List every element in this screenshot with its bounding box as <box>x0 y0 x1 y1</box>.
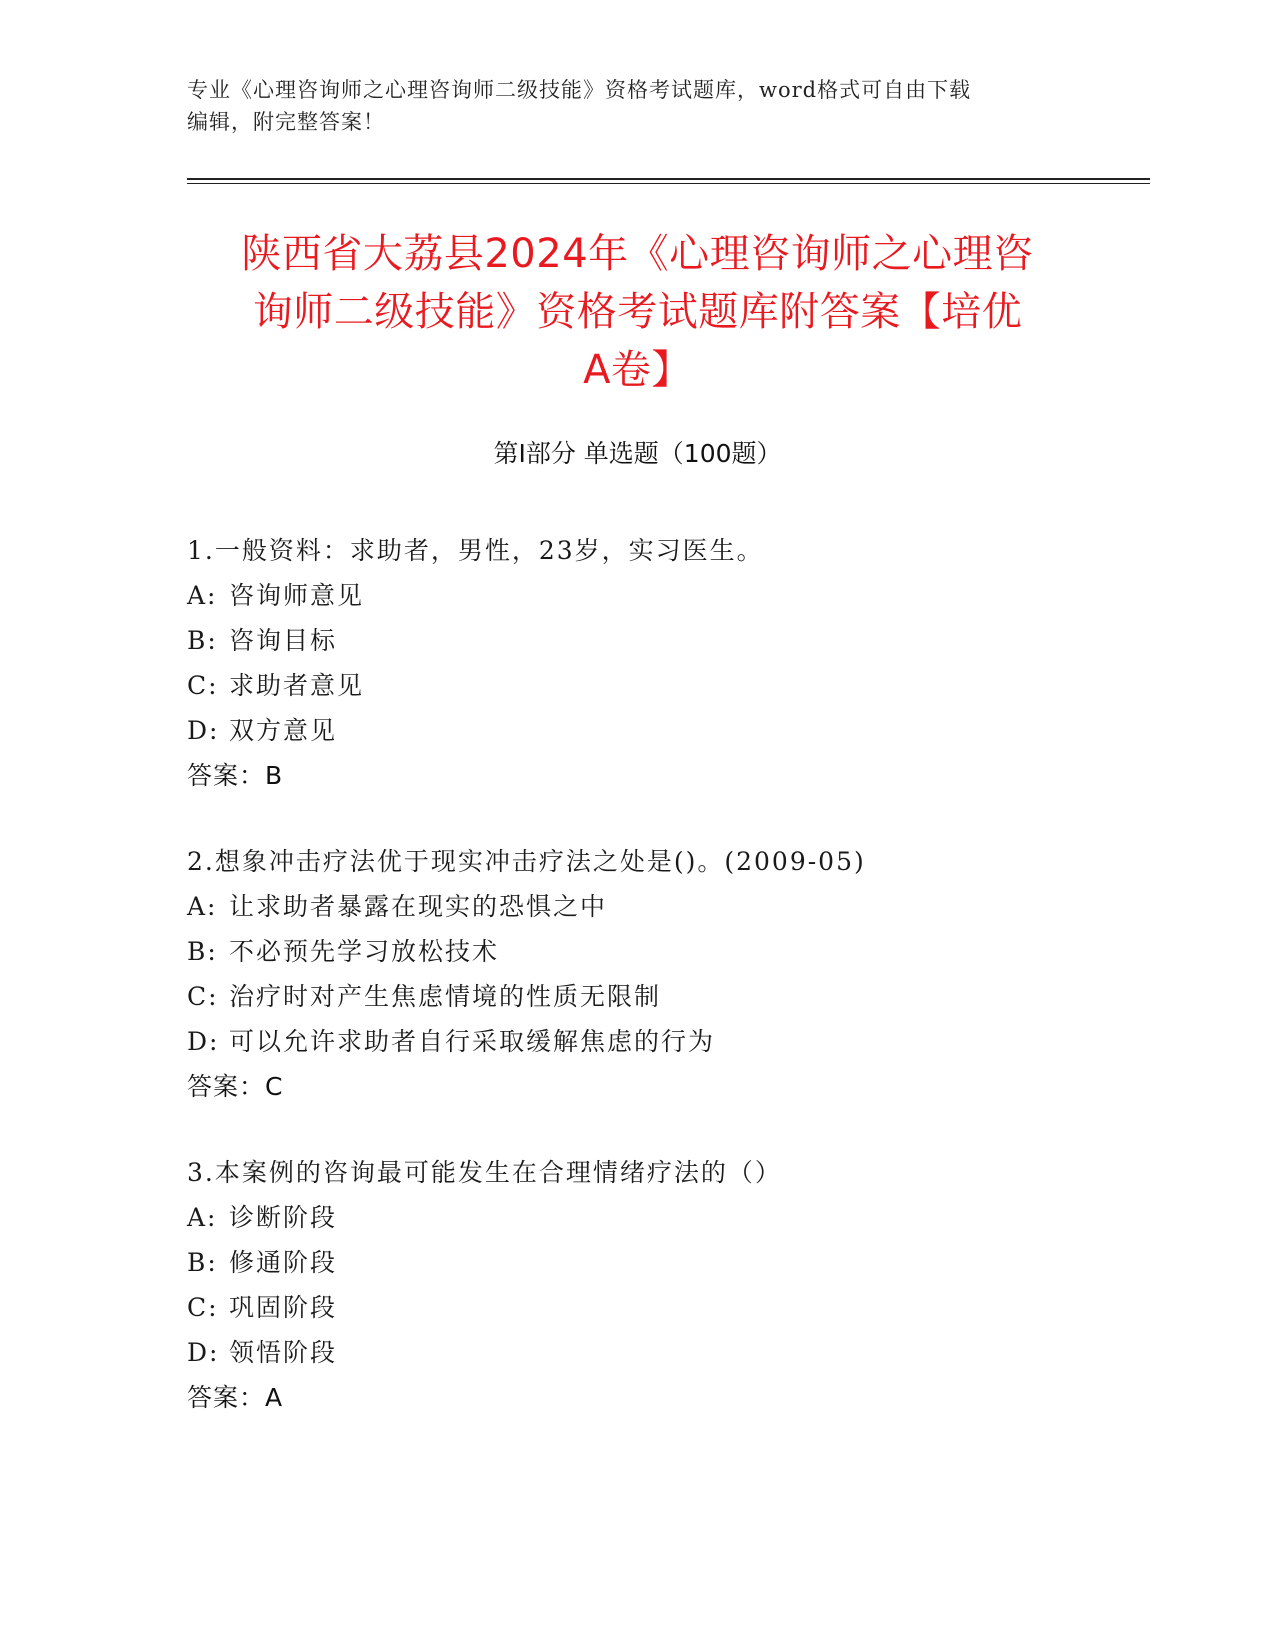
header-note-line-1: 专业《心理咨询师之心理咨询师二级技能》资格考试题库，word格式可自由下载 <box>187 78 972 102</box>
header-divider-thick <box>187 178 1150 180</box>
option-c <box>187 1285 1147 1330</box>
option-b <box>187 618 1147 663</box>
answer-line: 答案：A <box>187 1383 284 1412</box>
option-a <box>187 573 1147 618</box>
answer-line: 答案：B <box>187 761 284 790</box>
option-key: C: <box>187 671 219 700</box>
option-text: 领悟阶段 <box>229 1338 338 1367</box>
question-stem: 2.想象冲击疗法优于现实冲击疗法之处是()。(2009-05) <box>187 847 866 876</box>
option-text: 双方意见 <box>229 716 338 745</box>
question-stem: 1.一般资料：求助者，男性，23岁，实习医生。 <box>187 536 764 565</box>
option-text: 巩固阶段 <box>229 1293 338 1322</box>
option-d <box>187 1330 1147 1375</box>
header-note-line-2: 编辑，附完整答案！ <box>187 110 385 134</box>
option-key: D: <box>187 1027 220 1056</box>
option-key: D: <box>187 716 220 745</box>
option-d <box>187 708 1147 753</box>
document-title <box>150 225 1125 399</box>
document-title-line-3: A卷】 <box>583 347 692 393</box>
option-text: 咨询师意见 <box>229 581 365 610</box>
option-text: 不必预先学习放松技术 <box>229 937 500 966</box>
option-c <box>187 974 1147 1019</box>
option-text: 咨询目标 <box>229 626 338 655</box>
option-text: 让求助者暴露在现实的恐惧之中 <box>229 892 608 921</box>
option-text: 可以允许求助者自行采取缓解焦虑的行为 <box>229 1027 716 1056</box>
option-key: A: <box>187 581 218 610</box>
question-3 <box>187 1150 1147 1420</box>
question-list <box>187 528 1147 1461</box>
option-key: B: <box>187 626 218 655</box>
header-note <box>187 74 1087 138</box>
document-title-line-2: 询师二级技能》资格考试题库附答案【培优 <box>252 289 1023 335</box>
option-text: 治疗时对产生焦虑情境的性质无限制 <box>229 982 662 1011</box>
option-b <box>187 1240 1147 1285</box>
option-text: 诊断阶段 <box>229 1203 338 1232</box>
option-text: 修通阶段 <box>229 1248 338 1277</box>
option-a <box>187 884 1147 929</box>
section-heading: 第Ⅰ部分 单选题（100题） <box>493 439 782 468</box>
option-key: D: <box>187 1338 220 1367</box>
option-key: A: <box>187 892 218 921</box>
option-key: A: <box>187 1203 218 1232</box>
question-1 <box>187 528 1147 798</box>
option-d <box>187 1019 1147 1064</box>
option-a <box>187 1195 1147 1240</box>
question-stem: 3.本案例的咨询最可能发生在合理情绪疗法的（） <box>187 1158 782 1187</box>
answer-line: 答案：C <box>187 1072 284 1101</box>
question-2 <box>187 839 1147 1109</box>
option-key: C: <box>187 982 219 1011</box>
header-divider-thin <box>187 183 1150 184</box>
option-b <box>187 929 1147 974</box>
option-key: B: <box>187 1248 218 1277</box>
option-key: B: <box>187 937 218 966</box>
option-text: 求助者意见 <box>229 671 365 700</box>
option-key: C: <box>187 1293 219 1322</box>
document-title-line-1: 陕西省大荔县2024年《心理咨询师之心理咨 <box>241 231 1034 277</box>
option-c <box>187 663 1147 708</box>
